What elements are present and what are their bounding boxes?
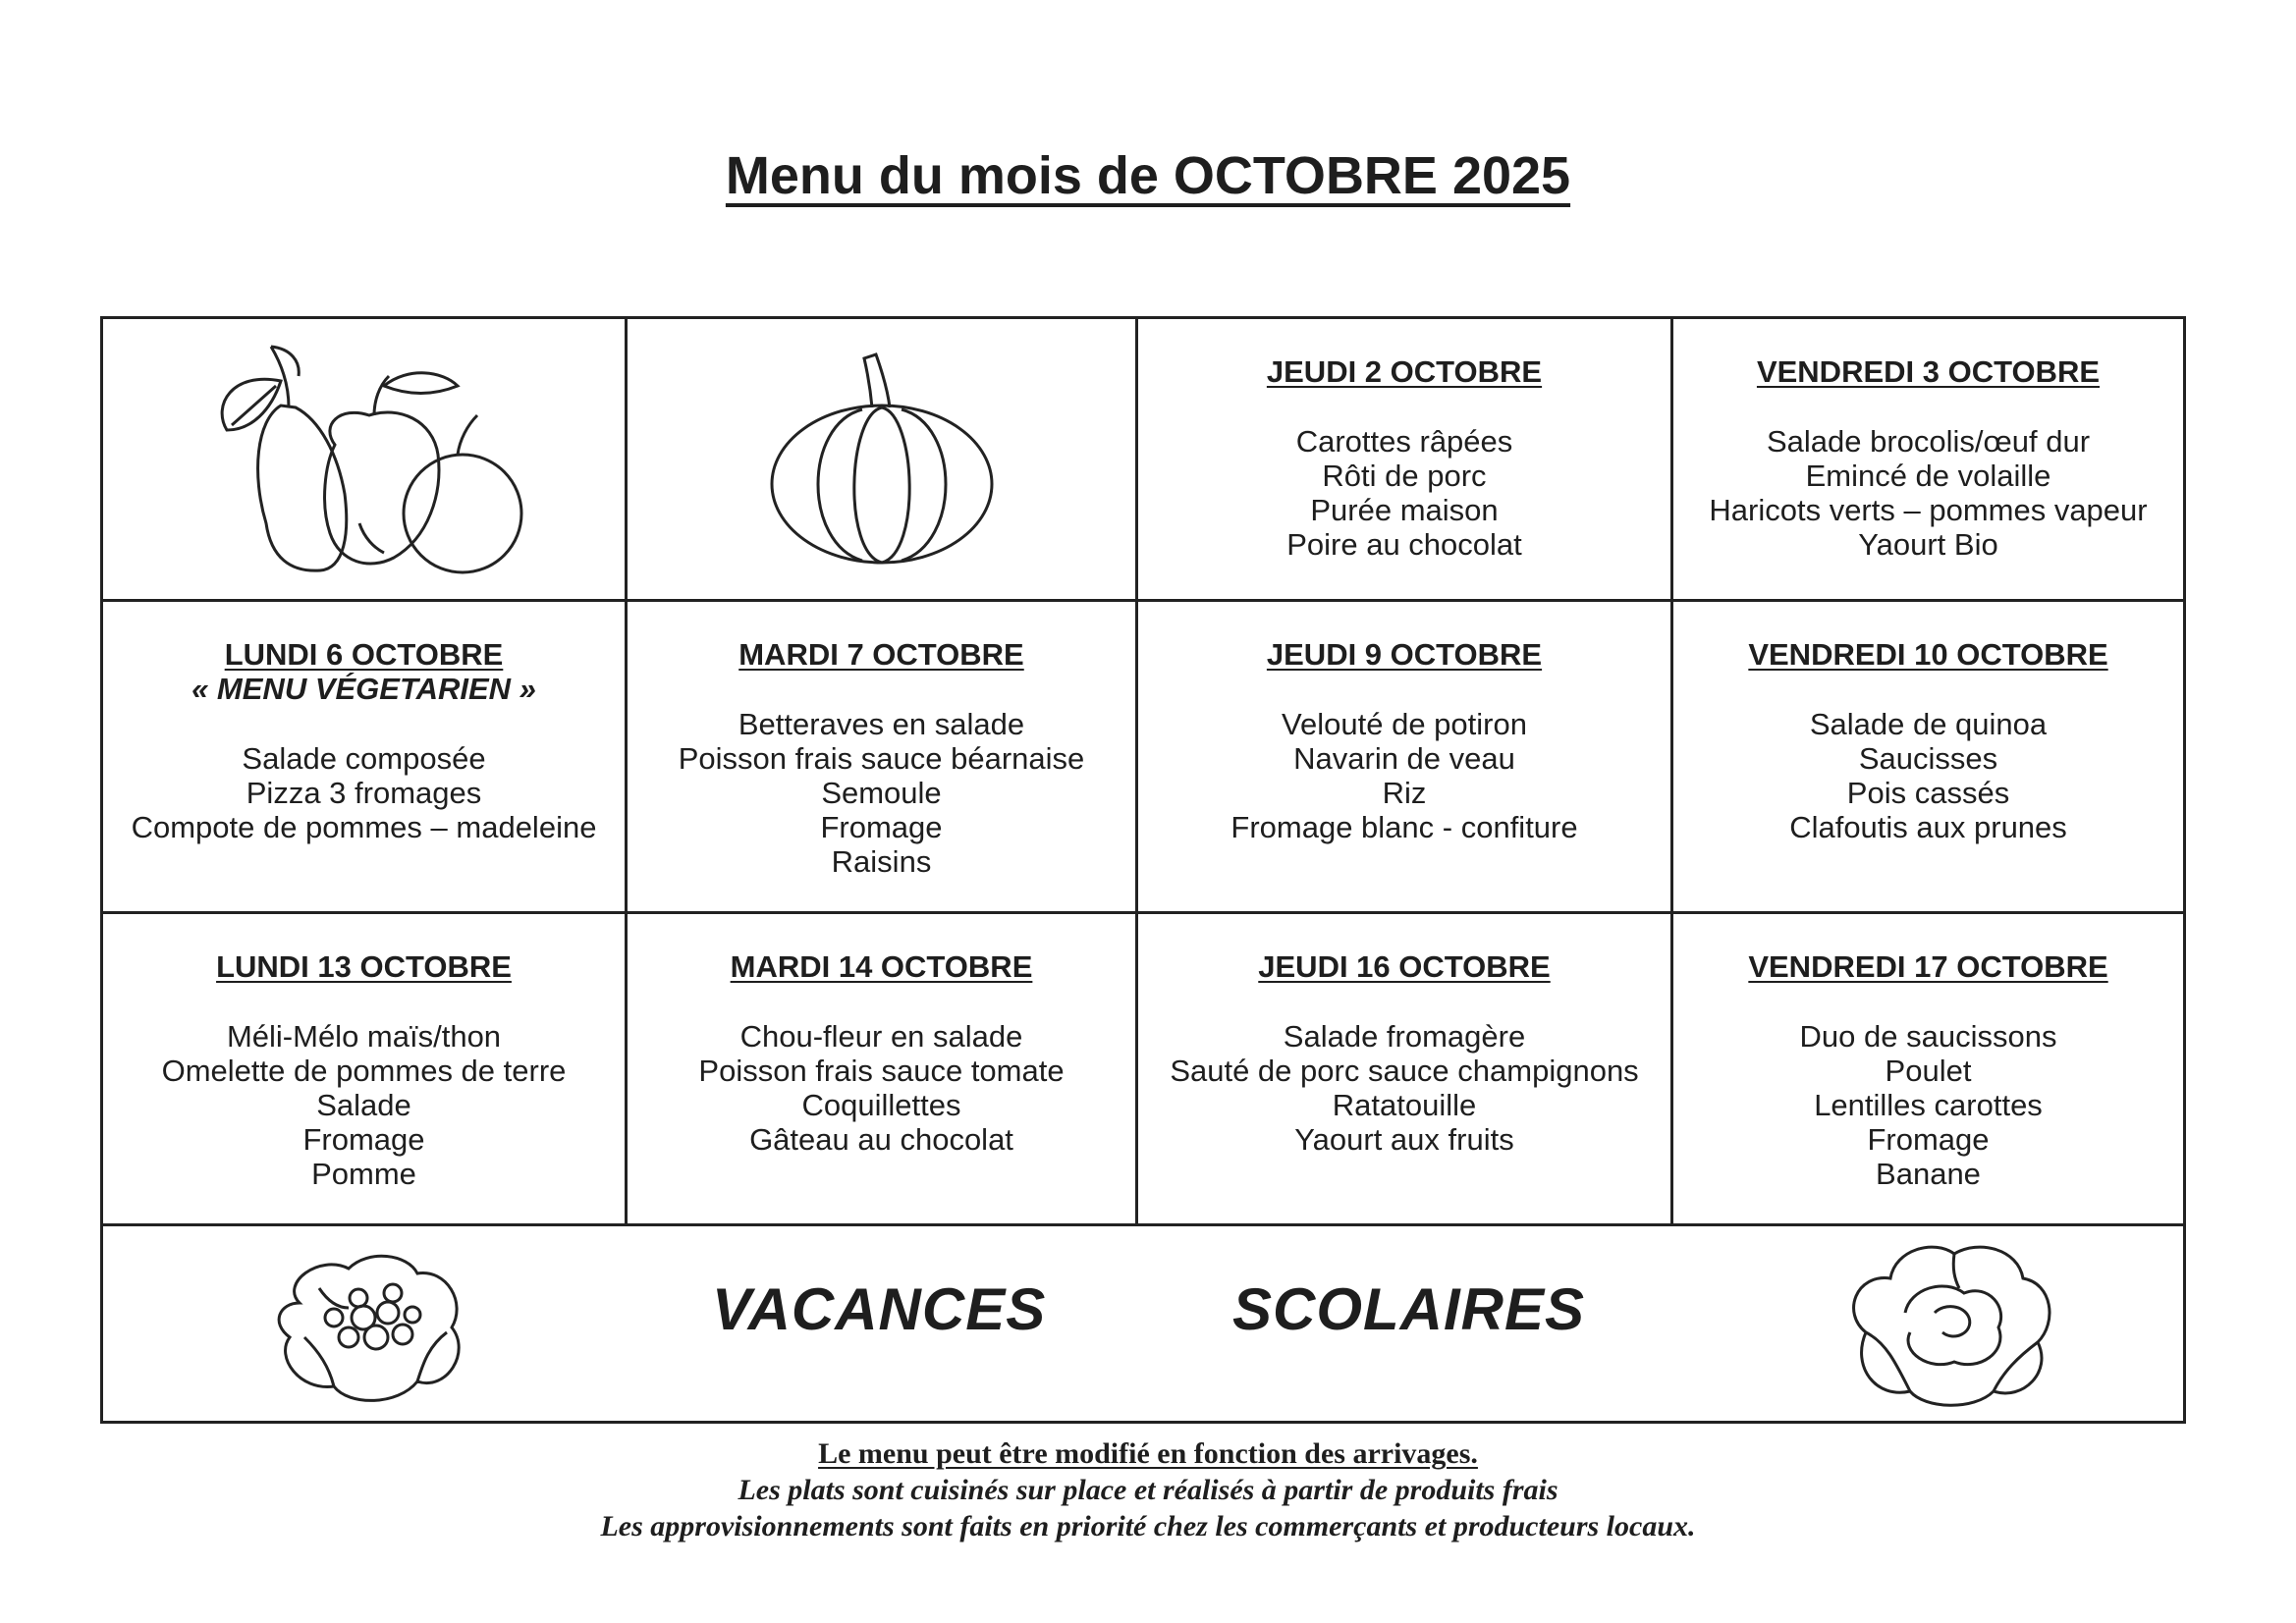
- dish-item: Ratatouille: [1332, 1088, 1477, 1122]
- menu-grid: [100, 316, 2186, 1424]
- vacances-label: VACANCES: [712, 1276, 1047, 1342]
- day-cell-lundi-6: [103, 602, 628, 911]
- menu-row-2: [103, 602, 2183, 914]
- dish-item: Salade: [316, 1088, 411, 1122]
- page-title: Menu du mois de OCTOBRE 2025: [725, 146, 1571, 205]
- dish-item: Poisson frais sauce béarnaise: [678, 741, 1085, 776]
- dish-item: Sauté de porc sauce champignons: [1170, 1054, 1639, 1088]
- menu-row-3: [103, 914, 2183, 1226]
- day-heading: LUNDI 6 OCTOBRE: [224, 637, 504, 672]
- day-cell-jeudi-16: [1138, 914, 1673, 1223]
- day-cell-mardi-14: [628, 914, 1138, 1223]
- dish-item: Lentilles carottes: [1814, 1088, 2043, 1122]
- dish-item: Omelette de pommes de terre: [161, 1054, 567, 1088]
- dish-item: Betteraves en salade: [738, 707, 1025, 741]
- day-heading: VENDREDI 10 OCTOBRE: [1748, 637, 2108, 672]
- dish-item: Riz: [1382, 776, 1427, 810]
- day-heading: JEUDI 9 OCTOBRE: [1266, 637, 1543, 672]
- dish-item: Semoule: [821, 776, 942, 810]
- dish-item: Coquillettes: [801, 1088, 961, 1122]
- dish-item: Yaourt aux fruits: [1294, 1122, 1514, 1157]
- dish-item: Méli-Mélo maïs/thon: [226, 1019, 502, 1054]
- dish-item: Saucisses: [1858, 741, 1998, 776]
- day-cell-vendredi-3: [1673, 319, 2183, 599]
- dish-item: Salade de quinoa: [1809, 707, 2048, 741]
- dish-item: Salade fromagère: [1283, 1019, 1526, 1054]
- dish-item: Yaourt Bio: [1858, 527, 1998, 562]
- cauliflower-icon: [260, 1244, 476, 1411]
- fruits-icon: [173, 327, 556, 592]
- illustration-cell-fruits: [103, 319, 628, 599]
- dish-item: Fromage: [1867, 1122, 1990, 1157]
- day-heading: JEUDI 16 OCTOBRE: [1258, 949, 1551, 984]
- dish-item: Carottes râpées: [1295, 424, 1513, 459]
- note-producteurs-locaux: Les approvisionnements sont faits en priorité chez les commerçants et producteurs locaux.: [600, 1510, 1696, 1542]
- dish-item: Purée maison: [1310, 493, 1499, 527]
- dish-item: Compote de pommes – madeleine: [131, 810, 597, 844]
- dish-item: Banane: [1876, 1157, 1981, 1191]
- dish-item: Poisson frais sauce tomate: [698, 1054, 1065, 1088]
- dish-item: Chou-fleur en salade: [739, 1019, 1023, 1054]
- dish-item: Fromage: [302, 1122, 425, 1157]
- dish-item: Clafoutis aux prunes: [1789, 810, 2067, 844]
- scolaires-label: SCOLAIRES: [1232, 1276, 1586, 1342]
- day-cell-lundi-13: [103, 914, 628, 1223]
- vacances-row: [103, 1226, 2183, 1421]
- dish-item: Fromage blanc - confiture: [1230, 810, 1578, 844]
- day-cell-jeudi-9: [1138, 602, 1673, 911]
- dish-item: Navarin de veau: [1293, 741, 1515, 776]
- footer-notes: [0, 1435, 2296, 1544]
- dish-item: Pizza 3 fromages: [246, 776, 482, 810]
- day-cell-vendredi-17: [1673, 914, 2183, 1223]
- day-cell-vendredi-10: [1673, 602, 2183, 911]
- day-heading: MARDI 14 OCTOBRE: [730, 949, 1033, 984]
- menu-row-1: [103, 319, 2183, 602]
- dish-item: Rôti de porc: [1322, 459, 1487, 493]
- day-heading: JEUDI 2 OCTOBRE: [1266, 354, 1543, 389]
- dish-item: Haricots verts – pommes vapeur: [1709, 493, 2148, 527]
- vegetarian-note: « MENU VÉGETARIEN »: [191, 672, 536, 706]
- dish-item: Emincé de volaille: [1805, 459, 2051, 493]
- illustration-cell-pumpkin: [628, 319, 1138, 599]
- dish-item: Salade composée: [242, 741, 486, 776]
- day-heading: MARDI 7 OCTOBRE: [738, 637, 1024, 672]
- dish-item: Duo de saucissons: [1799, 1019, 2057, 1054]
- day-cell-jeudi-2: [1138, 319, 1673, 599]
- dish-item: Salade brocolis/œuf dur: [1766, 424, 2091, 459]
- dish-item: Fromage: [820, 810, 943, 844]
- dish-item: Poire au chocolat: [1286, 527, 1522, 562]
- day-cell-mardi-7: [628, 602, 1138, 911]
- dish-item: Pomme: [311, 1157, 416, 1191]
- note-arrivages: Le menu peut être modifié en fonction des arrivages.: [818, 1437, 1478, 1470]
- day-heading: VENDREDI 3 OCTOBRE: [1756, 354, 2101, 389]
- note-produits-frais: Les plats sont cuisinés sur place et réalisés à partir de produits frais: [738, 1474, 1558, 1506]
- dish-item: Raisins: [831, 844, 932, 879]
- dish-item: Velouté de potiron: [1282, 707, 1527, 741]
- day-heading: LUNDI 13 OCTOBRE: [216, 949, 512, 984]
- pumpkin-icon: [754, 347, 1010, 572]
- cabbage-icon: [1836, 1234, 2062, 1411]
- dish-item: Pois cassés: [1846, 776, 2010, 810]
- dish-item: Gâteau au chocolat: [749, 1122, 1013, 1157]
- day-heading: VENDREDI 17 OCTOBRE: [1748, 949, 2108, 984]
- dish-item: Poulet: [1885, 1054, 1972, 1088]
